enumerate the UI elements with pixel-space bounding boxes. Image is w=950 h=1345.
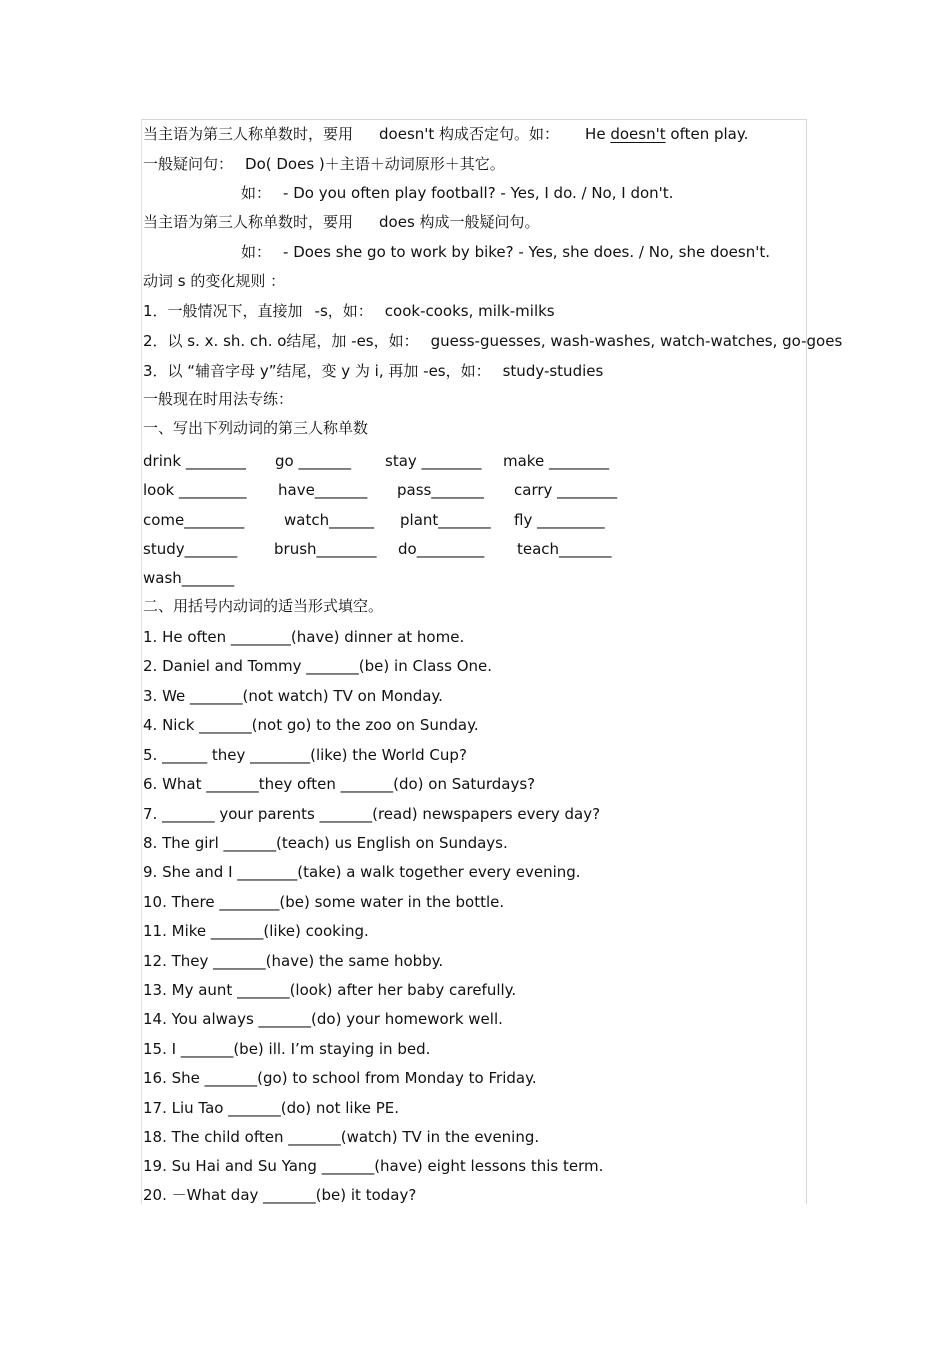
example-text: - Does she go to work by bike? - Yes, she does. / No, she doesn't. xyxy=(283,243,771,261)
exercise-item: 20. －What day _______(be) it today? xyxy=(143,1186,417,1204)
exercise-item: 19. Su Hai and Su Yang _______(have) eight lessons this term. xyxy=(143,1157,604,1175)
s-rules-title: 动词 s 的变化规则 ： xyxy=(143,272,286,290)
negative-example-subject: He xyxy=(585,125,606,143)
section-1-title: 一、写出下列动词的第三人称单数 xyxy=(143,419,369,437)
page-frame-left xyxy=(141,119,142,1204)
question-rule-label: 一般疑问句： xyxy=(143,155,234,173)
page-frame-top xyxy=(141,119,807,120)
verb-blank: study_______ xyxy=(143,540,238,558)
rule-3-text: 3．以 “辅音字母 y”结尾，变 y 为 i, 再加 -es，如： xyxy=(143,362,491,380)
exercise-item: 10. There ________(be) some water in the bottle. xyxy=(143,893,505,911)
verb-blank: wash_______ xyxy=(143,569,235,587)
verb-blank: come________ xyxy=(143,511,245,529)
verb-blank: make ________ xyxy=(503,452,609,470)
verb-blank: fly _________ xyxy=(514,511,605,529)
verb-blank: stay ________ xyxy=(385,452,482,470)
exercise-item: 14. You always _______(do) your homework well. xyxy=(143,1010,503,1028)
does-note xyxy=(143,212,540,232)
rule-1 xyxy=(143,301,555,321)
question-example-2 xyxy=(241,242,770,262)
negative-note-rule: doesn't 构成否定句。如： xyxy=(379,125,560,143)
example-label: 如： xyxy=(241,184,272,202)
question-rule xyxy=(143,154,505,174)
question-rule-formula: Do( Does )＋主语＋动词原形＋其它。 xyxy=(245,155,505,173)
exercise-item: 3. We _______(not watch) TV on Monday. xyxy=(143,687,443,705)
page-frame-right xyxy=(806,119,807,1204)
section-2-title: 二、用括号内动词的适当形式填空。 xyxy=(143,597,384,615)
verb-blank: have_______ xyxy=(278,481,368,499)
negative-note xyxy=(143,124,748,144)
does-note-text: 当主语为第三人称单数时，要用 xyxy=(143,213,354,231)
rule-1-example: cook-cooks, milk-milks xyxy=(384,302,555,320)
practice-title: 一般现在时用法专练： xyxy=(143,390,294,408)
exercise-item: 16. She _______(go) to school from Monday to Friday. xyxy=(143,1069,537,1087)
verb-blank: look _________ xyxy=(143,481,247,499)
exercise-item: 13. My aunt _______(look) after her baby carefully. xyxy=(143,981,517,999)
question-example-1 xyxy=(241,183,673,203)
verb-blank: teach_______ xyxy=(517,540,612,558)
verb-blank: plant_______ xyxy=(400,511,491,529)
rule-2-text: 2．以 s. x. sh. ch. o结尾，加 -es，如： xyxy=(143,332,419,350)
exercise-item: 17. Liu Tao _______(do) not like PE. xyxy=(143,1099,400,1117)
example-label: 如： xyxy=(241,243,272,261)
rule-3 xyxy=(143,361,603,381)
exercise-item: 1. He often ________(have) dinner at home. xyxy=(143,628,465,646)
exercise-item: 9. She and I ________(take) a walk together every evening. xyxy=(143,863,581,881)
exercise-item: 6. What _______they often _______(do) on Saturdays? xyxy=(143,775,536,793)
verb-blank: drink ________ xyxy=(143,452,246,470)
rule-1-suffix: -s，如： xyxy=(314,302,373,320)
does-note-rule: does 构成一般疑问句。 xyxy=(379,213,540,231)
verb-blank: carry ________ xyxy=(514,481,618,499)
example-text: - Do you often play football? - Yes, I do. / No, I don't. xyxy=(283,184,674,202)
negative-example-rest: often play. xyxy=(670,125,749,143)
negative-example-underlined: doesn't xyxy=(610,125,666,143)
negative-note-text: 当主语为第三人称单数时，要用 xyxy=(143,125,354,143)
exercise-item: 5. ______ they ________(like) the World Cup? xyxy=(143,746,467,764)
rule-3-example: study-studies xyxy=(502,362,604,380)
exercise-item: 15. I _______(be) ill. I’m staying in bed. xyxy=(143,1040,431,1058)
rule-1-text: 1．一般情况下，直接加 xyxy=(143,302,303,320)
verb-blank: watch______ xyxy=(284,511,375,529)
exercise-item: 8. The girl _______(teach) us English on Sundays. xyxy=(143,834,508,852)
exercise-item: 11. Mike _______(like) cooking. xyxy=(143,922,369,940)
exercise-item: 2. Daniel and Tommy _______(be) in Class One. xyxy=(143,657,493,675)
exercise-item: 18. The child often _______(watch) TV in the evening. xyxy=(143,1128,540,1146)
verb-blank: go _______ xyxy=(275,452,351,470)
verb-blank: do_________ xyxy=(398,540,485,558)
rule-2 xyxy=(143,331,842,351)
verb-blank: brush________ xyxy=(274,540,377,558)
exercise-item: 12. They _______(have) the same hobby. xyxy=(143,952,444,970)
rule-2-example: guess-guesses, wash-washes, watch-watches, go-goes xyxy=(430,332,843,350)
exercise-item: 7. _______ your parents _______(read) newspapers every day? xyxy=(143,805,601,823)
exercise-item: 4. Nick _______(not go) to the zoo on Sunday. xyxy=(143,716,479,734)
verb-blank: pass_______ xyxy=(397,481,484,499)
